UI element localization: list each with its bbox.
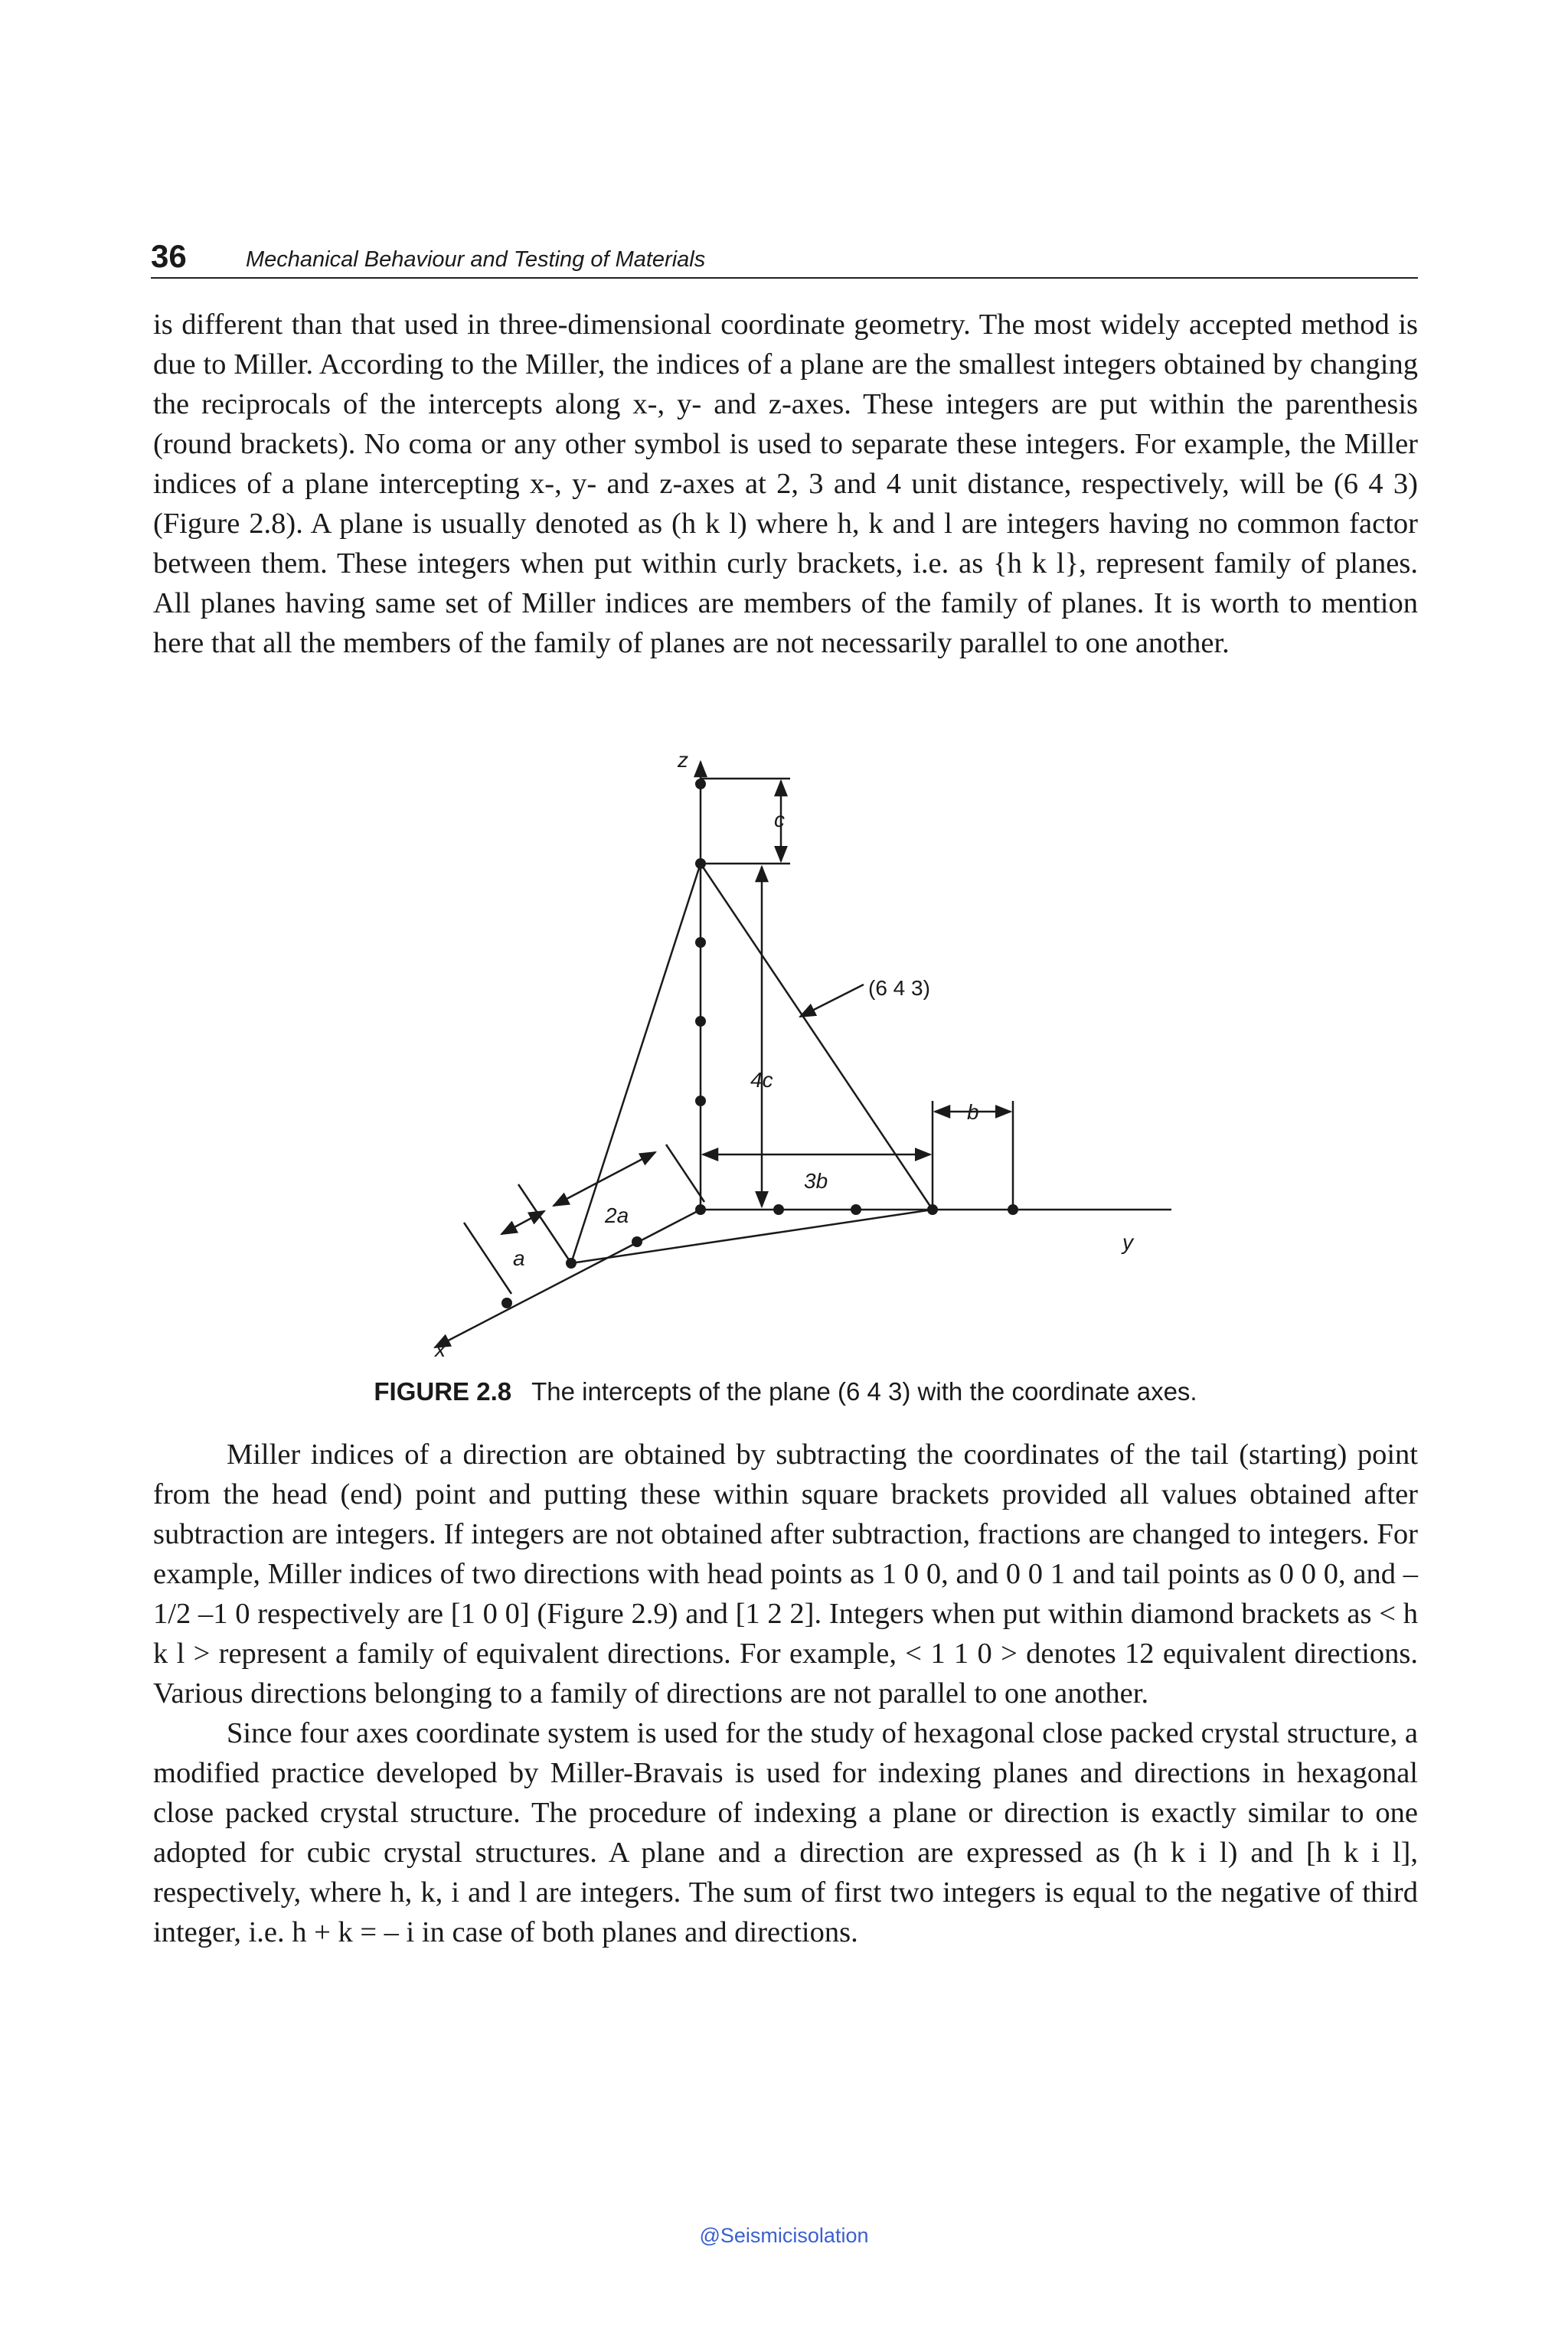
a-dimension — [501, 1211, 544, 1234]
paragraph-miller-directions — [153, 1435, 1418, 1952]
figure-2-8 — [413, 735, 1179, 1363]
plane-edge-zx — [571, 864, 701, 1263]
two-a-label: 2a — [605, 1203, 629, 1227]
z-point-1 — [695, 1096, 706, 1106]
y-point-4 — [1008, 1204, 1018, 1215]
paragraph-text: is different than that used in three-dimensional coordinate geometry. The most widely accepted method is due to Miller. According to the Miller, the indices of a plane are the smallest integers obtained by changing the reciprocals of the intercepts along x-, y- and z-axes. These integers are put within the parenthesis (round brackets). No coma or any other symbol is used to separate these integers. For example, the Miller indices of a plane intercepting x-, y- and z-axes at 2, 3 and 4 unit distance, respectively, will be (6 4 3) (Figure 2.8). A plane is usually denoted as (h k l) where h, k and l are integers having no common factor between them. These integers when put within curly brackets, i.e. as {h k l}, represent family of planes. All planes having same set of Miller indices are members of the family of planes. It is worth to mention here that all the members of the family of planes are not necessarily parallel to one another. — [153, 309, 1418, 659]
a-extension-1 — [518, 1184, 571, 1263]
z-point-3 — [695, 937, 706, 948]
plane-leader — [800, 985, 864, 1017]
origin-point — [695, 1204, 706, 1215]
y-point-1 — [773, 1204, 784, 1215]
x-point-3 — [501, 1298, 512, 1308]
z-point-4 — [695, 858, 706, 869]
z-axis-label: z — [678, 748, 688, 772]
running-title: Mechanical Behaviour and Testing of Materials — [246, 247, 706, 272]
y-point-2 — [851, 1204, 861, 1215]
b-label: b — [967, 1100, 979, 1124]
paragraph-text: Miller indices of a direction are obtained by subtracting the coordinates of the tail (starting) point from the head (end) point and putting these within square brackets provided all values obtained after subtraction are integers. If integers are not obtained after subtraction, fractions are changed to integers. For example, Miller indices of two directions with head points as 1 0 0, and 0 0 1 and tail points as 0 0 0, and –1/2 –1 0 respectively are [1 0 0] (Figure 2.9) and [1 2 2]. Integers when put within diamond brackets as < h k l > represent a family of equivalent directions. For example, < 1 1 0 > denotes 12 equivalent directions. Various directions belonging to a family of directions are not parallel to one another. — [153, 1439, 1418, 1710]
figure-caption — [153, 1375, 1418, 1409]
z-point-5 — [695, 779, 706, 789]
caption-text: The intercepts of the plane (6 4 3) with the coordinate axes. — [531, 1377, 1197, 1406]
page-number: 36 — [151, 238, 187, 274]
x-axis-label: x — [435, 1337, 446, 1361]
two-a-extension — [666, 1145, 704, 1202]
four-c-label: 4c — [750, 1068, 773, 1092]
watermark: @Seismicisolation — [699, 2224, 869, 2247]
x-point-1 — [632, 1236, 642, 1247]
plane-edge-zy — [701, 864, 933, 1210]
miller-plane-diagram — [413, 735, 1179, 1363]
y-axis-label: y — [1122, 1230, 1133, 1254]
caption-number: FIGURE 2.8 — [374, 1377, 512, 1406]
z-point-2 — [695, 1016, 706, 1027]
x-axis — [435, 1210, 701, 1347]
paragraph-text: Since four axes coordinate system is used for the study of hexagonal close packed crystal structure, a modified practice developed by Miller-Bravais is used for indexing planes and directions in hexagonal close packed crystal structure. The procedure of indexing a plane or direction is exactly similar to one adopted for cubic crystal structures. A plane and a direction are expressed as (h k i l) and [h k i l], respectively, where h, k, i and l are integers. The sum of first two integers is equal to the negative of third integer, i.e. h + k = – i in case of both planes and directions. — [153, 1717, 1418, 1948]
paragraph-miller-planes — [153, 305, 1418, 663]
page-header — [151, 236, 1418, 279]
lattice-points — [501, 779, 1018, 1308]
x-point-2 — [566, 1258, 577, 1269]
three-b-label: 3b — [804, 1169, 828, 1193]
a-label: a — [513, 1246, 525, 1270]
c-label: c — [774, 808, 785, 831]
plane-label: (6 4 3) — [868, 976, 930, 1000]
y-point-3 — [927, 1204, 938, 1215]
